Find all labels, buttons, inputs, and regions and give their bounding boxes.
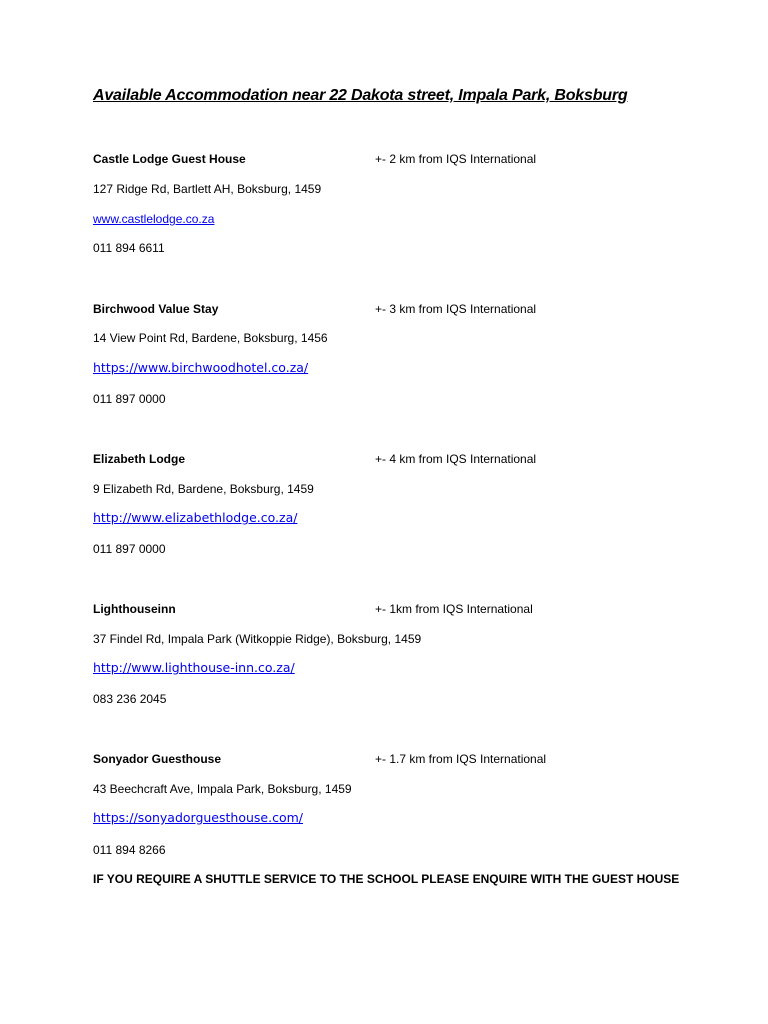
listing-website-link[interactable]: http://www.lighthouse-inn.co.za/ — [93, 660, 295, 675]
listing-distance: +- 1.7 km from IQS International — [375, 752, 547, 766]
listing-address: 9 Elizabeth Rd, Bardene, Boksburg, 1459 — [93, 482, 314, 496]
listing-phone: 011 894 6611 — [93, 241, 165, 255]
listing-website-link[interactable]: https://sonyadorguesthouse.com/ — [93, 810, 303, 825]
listing-address: 37 Findel Rd, Impala Park (Witkoppie Ridge), Boksburg, 1459 — [93, 632, 422, 646]
listing-phone: 011 894 8266 — [93, 843, 166, 857]
listing-phone: 011 897 0000 — [93, 392, 166, 406]
listing-address: 43 Beechcraft Ave, Impala Park, Boksburg, 1459 — [93, 782, 352, 796]
listing-name: Sonyador Guesthouse — [93, 752, 222, 766]
listing-address: 14 View Point Rd, Bardene, Boksburg, 1456 — [93, 331, 328, 345]
listing-name: Castle Lodge Guest House — [93, 152, 246, 166]
listing-distance: +- 3 km from IQS International — [375, 302, 537, 316]
listing-name: Lighthouseinn — [93, 602, 176, 616]
listing-address: 127 Ridge Rd, Bartlett AH, Boksburg, 1459 — [93, 182, 322, 196]
listing-phone: 083 236 2045 — [93, 692, 167, 706]
listing-name: Birchwood Value Stay — [93, 302, 219, 316]
listing-website-link[interactable]: https://www.birchwoodhotel.co.za/ — [93, 360, 309, 375]
listing-phone: 011 897 0000 — [93, 542, 166, 556]
listing-website-link[interactable]: www.castlelodge.co.za — [93, 212, 215, 226]
listing-distance: +- 4 km from IQS International — [375, 452, 537, 466]
listing-distance: +- 1km from IQS International — [375, 602, 533, 616]
page-title: Available Accommodation near 22 Dakota street, Impala Park, Boksburg — [93, 87, 628, 104]
listing-website-link[interactable]: http://www.elizabethlodge.co.za/ — [93, 510, 298, 525]
listing-name: Elizabeth Lodge — [93, 452, 186, 466]
listing-distance: +- 2 km from IQS International — [375, 152, 537, 166]
shuttle-notice: IF YOU REQUIRE A SHUTTLE SERVICE TO THE SCHOOL PLEASE ENQUIRE WITH THE GUEST HOUSE — [93, 872, 680, 886]
